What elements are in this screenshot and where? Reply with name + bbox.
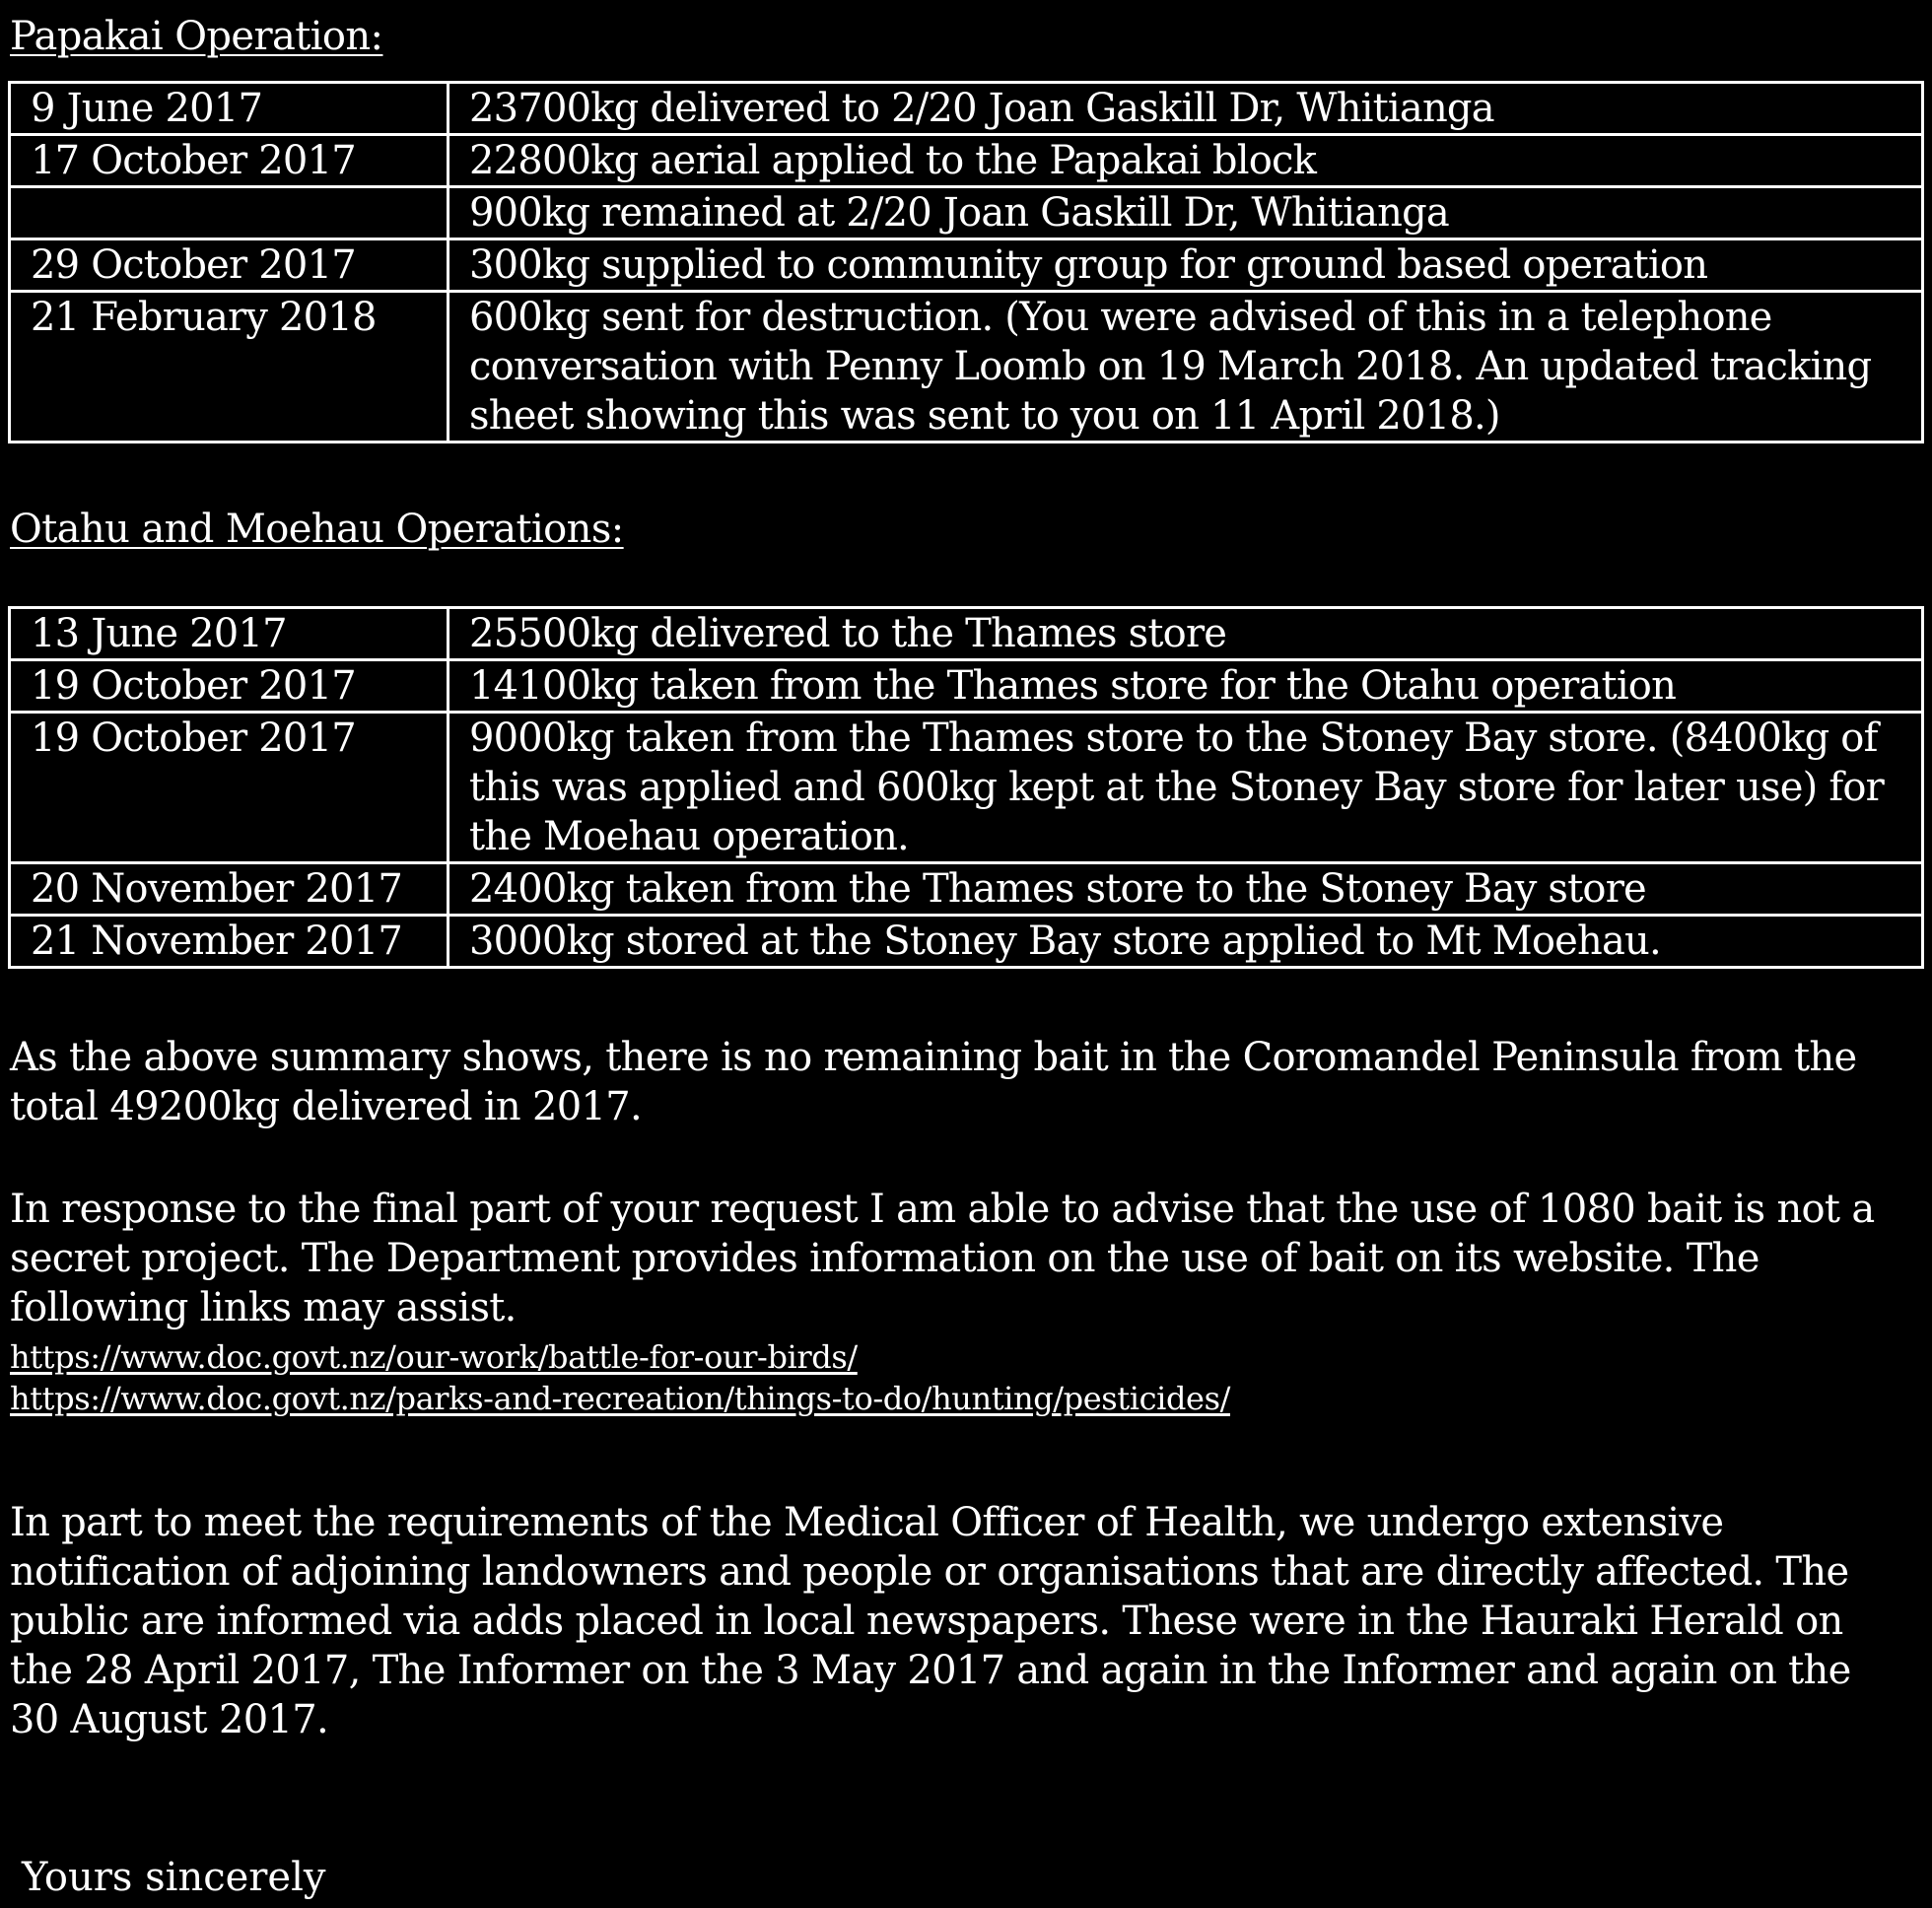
table-row (10, 187, 1923, 239)
notification-paragraph: In part to meet the requirements of the Medical Officer of Health, we undergo extensive notification of adjoining landowners and people or organisations that are directly affected. The public are informed via adds placed in local newspapers. These were in the Hauraki Herald on the 28 April 2017, The Informer on the 3 May 2017 and again in the Informer and again on the 30 August 2017. (10, 1500, 1851, 1742)
row-date: 21 November 2017 (10, 916, 448, 968)
signoff: Yours sincerely (22, 1855, 326, 1900)
otahu-moehau-heading: Otahu and Moehau Operations: (10, 507, 624, 552)
row-detail: 900kg remained at 2/20 Joan Gaskill Dr, Whitianga (448, 187, 1923, 239)
battle-for-our-birds-link[interactable]: https://www.doc.govt.nz/our-work/battle-for-our-birds/ (10, 1338, 858, 1376)
papakai-table (8, 81, 1924, 443)
row-detail: 9000kg taken from the Thames store to the Stoney Bay store. (8400kg of this was applied and 600kg kept at the Stoney Bay store for later use) for the Moehau operation. (448, 713, 1923, 863)
row-detail: 23700kg delivered to 2/20 Joan Gaskill Dr, Whitianga (448, 83, 1923, 135)
papakai-heading: Papakai Operation: (10, 14, 383, 59)
table-row (10, 660, 1923, 713)
row-detail: 22800kg aerial applied to the Papakai block (448, 135, 1923, 187)
row-date: 13 June 2017 (10, 608, 448, 660)
response-paragraph: In response to the final part of your request I am able to advise that the use of 1080 bait is not a secret project. The Department provides information on the use of bait on its website. The following links may assist. (10, 1187, 1875, 1330)
row-detail: 25500kg delivered to the Thames store (448, 608, 1923, 660)
table-row (10, 608, 1923, 660)
otahu-moehau-table (8, 606, 1924, 969)
table-row (10, 713, 1923, 863)
row-detail: 300kg supplied to community group for ground based operation (448, 239, 1923, 292)
link-list (10, 1336, 1883, 1419)
row-detail: 2400kg taken from the Thames store to the Stoney Bay store (448, 863, 1923, 916)
row-date: 9 June 2017 (10, 83, 448, 135)
table-row (10, 135, 1923, 187)
table-row (10, 292, 1923, 443)
row-detail: 3000kg stored at the Stoney Bay store applied to Mt Moehau. (448, 916, 1923, 968)
row-date: 21 February 2018 (10, 292, 448, 443)
row-detail: 600kg sent for destruction. (You were advised of this in a telephone conversation with Penny Loomb on 19 March 2018. An updated tracking sheet showing this was sent to you on 11 April 2018.) (448, 292, 1923, 443)
summary-paragraph: As the above summary shows, there is no remaining bait in the Coromandel Peninsula from the total 49200kg delivered in 2017. (10, 1035, 1857, 1129)
row-date: 20 November 2017 (10, 863, 448, 916)
table-row (10, 863, 1923, 916)
row-date: 17 October 2017 (10, 135, 448, 187)
row-date: 19 October 2017 (10, 713, 448, 863)
row-detail: 14100kg taken from the Thames store for the Otahu operation (448, 660, 1923, 713)
row-date (10, 187, 448, 239)
table-row (10, 916, 1923, 968)
table-row (10, 83, 1923, 135)
row-date: 19 October 2017 (10, 660, 448, 713)
pesticides-link[interactable]: https://www.doc.govt.nz/parks-and-recreation/things-to-do/hunting/pesticides/ (10, 1380, 1230, 1417)
table-row (10, 239, 1923, 292)
row-date: 29 October 2017 (10, 239, 448, 292)
